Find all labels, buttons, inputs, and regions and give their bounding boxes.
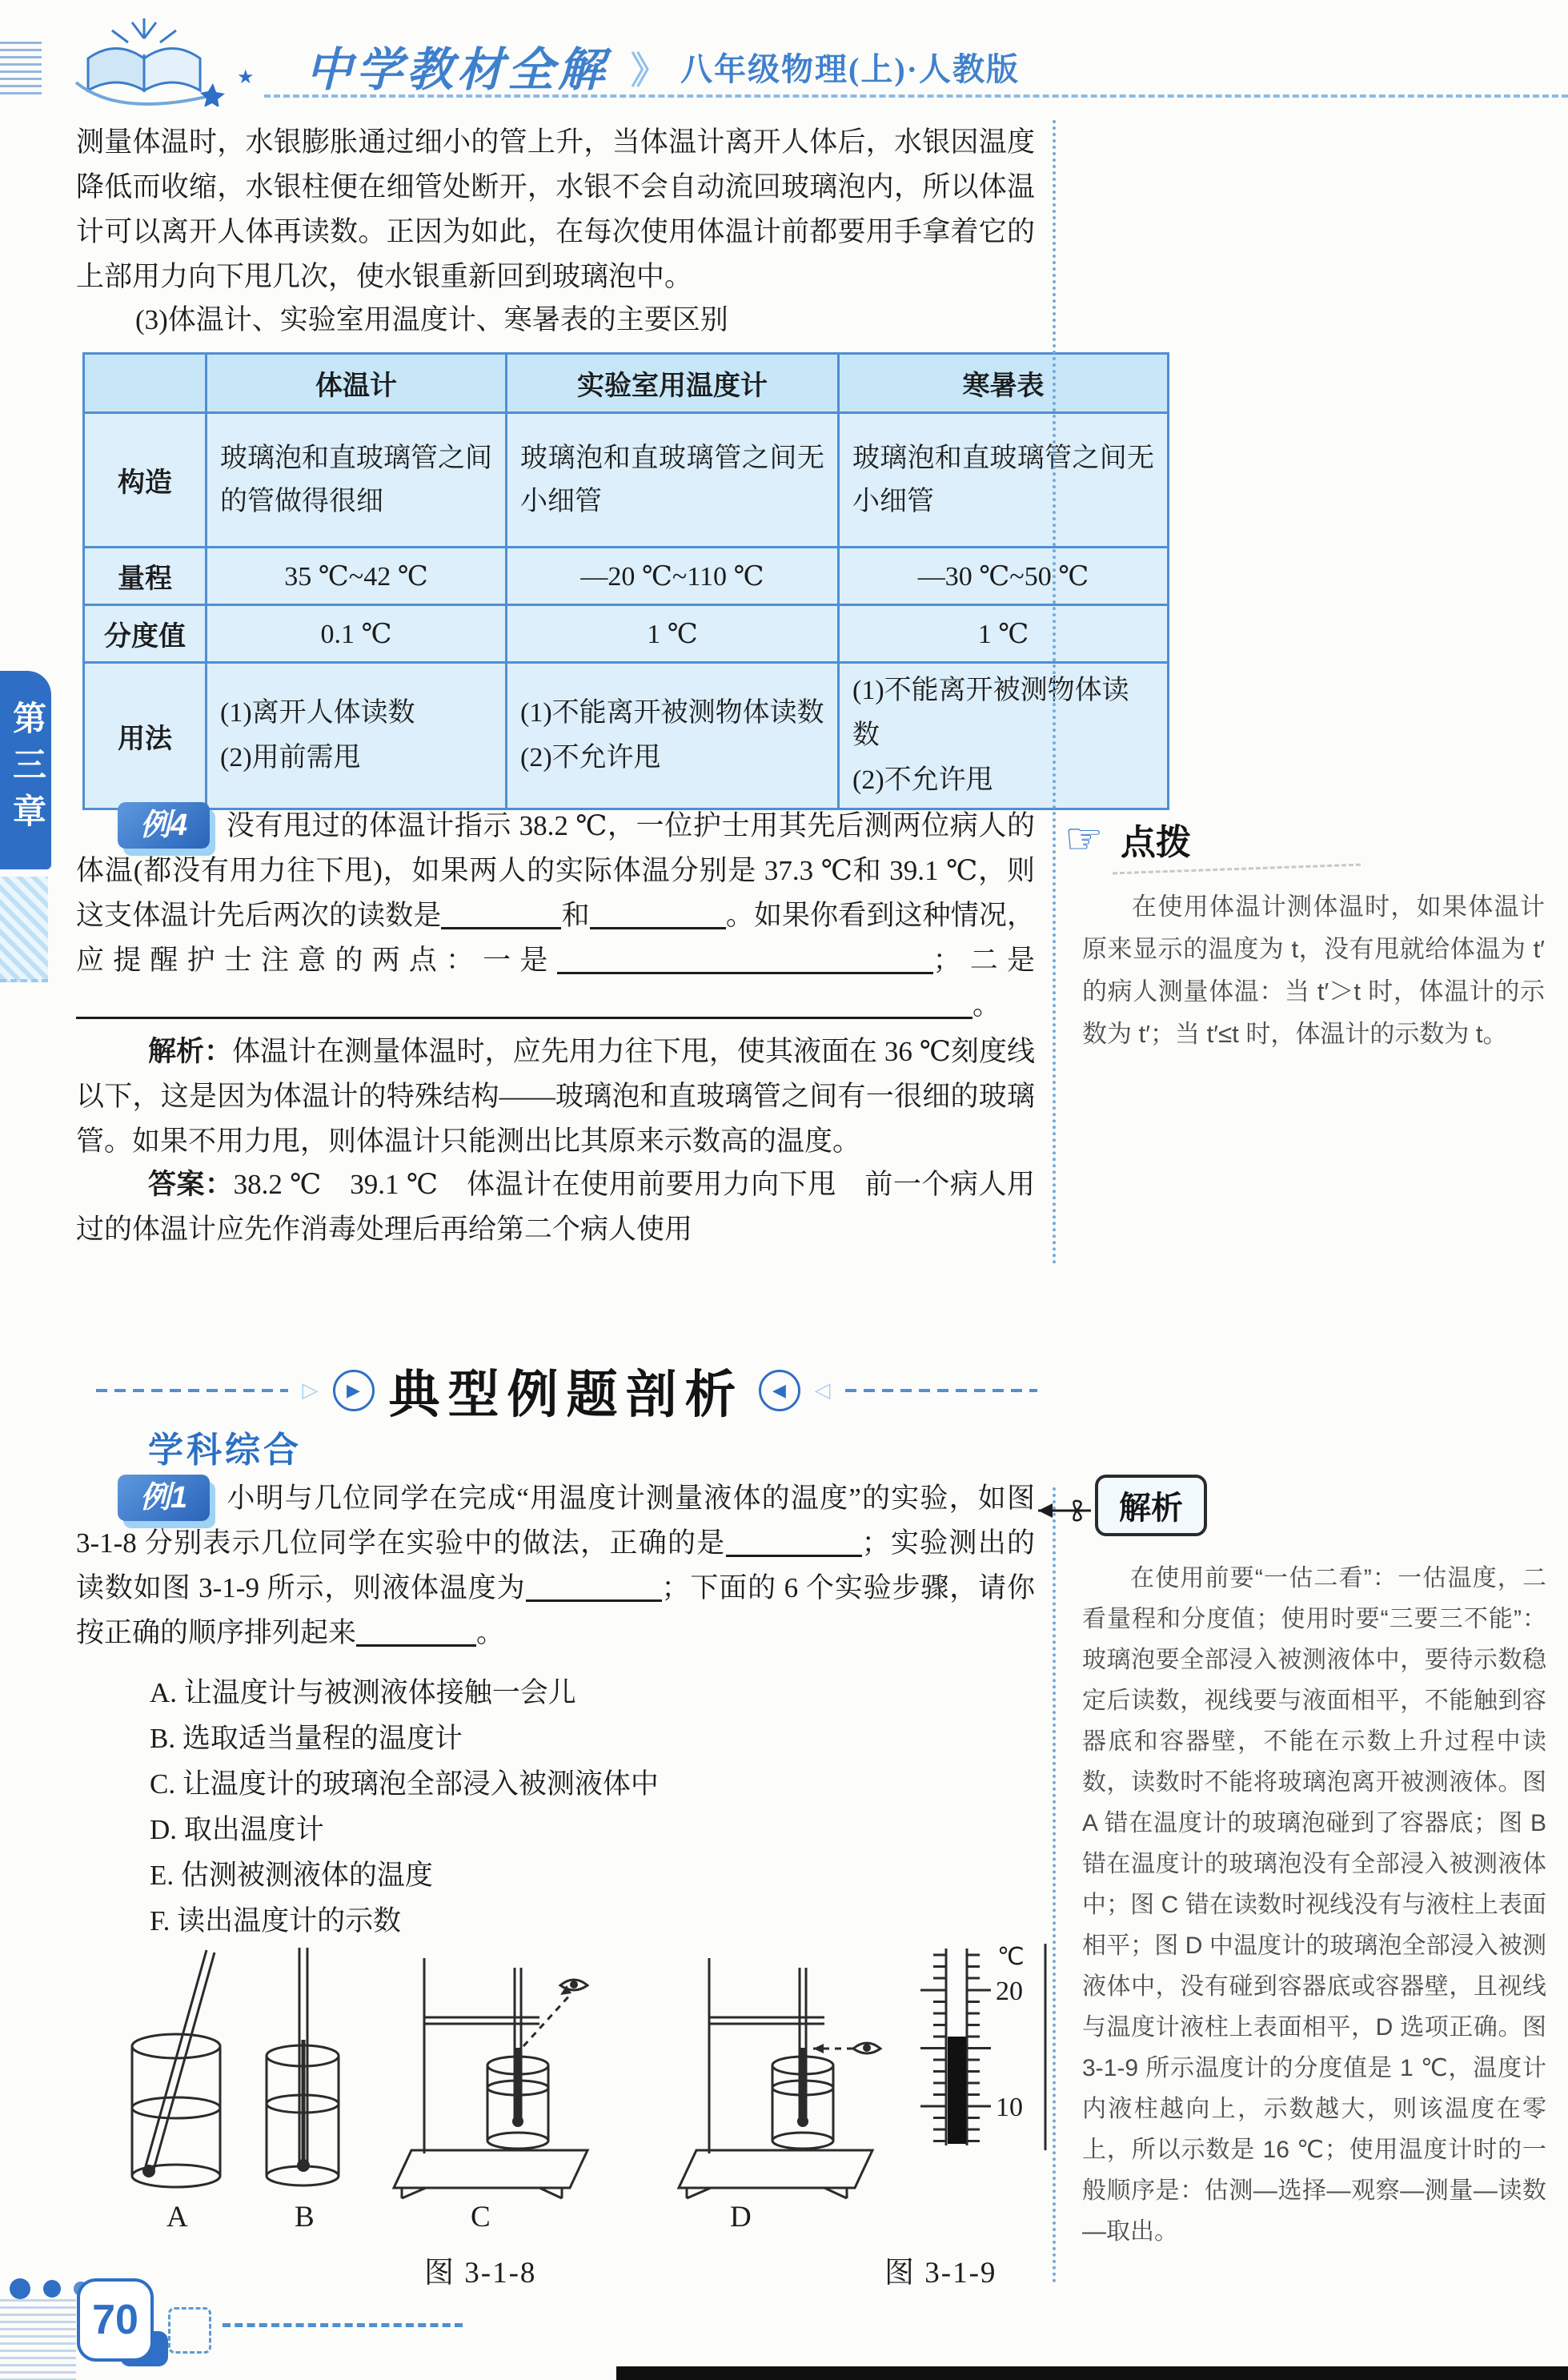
jiexi-tag: 解析 [1095,1475,1207,1536]
example1-problem [76,1475,1035,1656]
analysis-text: 体温计在测量体温时，应先用力往下甩，使其液面在 36 ℃刻度线以下，这是因为体温计的特殊结构——玻璃泡和直玻璃管之间有一很细的玻璃管。如果不用力甩，则体温计只能测出比其原来示数高的温度。 [76,1036,1035,1157]
circled-arrow-left-icon: ◀ [759,1370,800,1411]
cell-fenduzhi-1: 0.1 ℃ [207,605,507,663]
example4-text-5: 是 [1006,945,1035,976]
header-divider [264,94,1568,98]
figure-c-stand-read-from-above [370,1944,610,2200]
cell-gouzao-3: 玻璃泡和直玻璃管之间无小细管 [839,413,1169,548]
jiexi-sidebar-text: 在使用前要“一估二看”：一估温度，二看量程和分度值；使用时要“三要三不能”：玻璃泡要全部浸入被测液体中，要待示数稳定后读数，视线要与液面相平，不能触到容器底和容器壁，不能在示数上升过程中读数，读数时不能将玻璃泡离开被测液体。图 A 错在温度计的玻璃泡碰到了容器底；图 B 错在温度计的玻璃泡没有全部浸入被测液体中；图 C 错在读数时视线没有与液柱上表面相平；图 D 中温度计的玻璃泡全部浸入被测液体中，没有碰到容器底或容器壁，且视线与温度计液柱上表面相平，D 选项正确。图 3-1-9 所示温度计的分度值是 1 ℃，温度计内液柱越向上，示数越大，则该温度在零上，所以示数是 16 ℃；使用温度计时的一般顺序是：估测—选择—观察—测量—读数—取出。 [1082,1565,1546,2245]
table-header-shiyanshi: 实验室用温度计 [507,354,839,413]
table-header-tiwenji: 体温计 [207,354,507,413]
chevron-left-faded-icon: ◁ [814,1379,831,1402]
example4-blank-4 [76,989,972,1019]
example4-blank-1 [441,900,561,929]
example4-text-2: 和 [561,900,590,931]
cell-liangcheng-3: —30 ℃~50 ℃ [839,548,1169,605]
thermo-unit-label: ℃ [997,1944,1025,1970]
row-label-liangcheng: 量程 [84,548,207,605]
thermometer-comparison-table [82,352,1169,810]
example4-blank-2 [590,900,726,929]
example4-text-6: 。 [972,989,1001,1021]
cell-yongfa-3-line2: (2)不允许甩 [852,765,993,795]
cell-yongfa-2-line2: (2)不允许甩 [520,743,661,773]
chevron-right-faded-icon: ▷ [302,1379,319,1402]
analysis-label: 解析： [148,1036,233,1067]
example4-badge: 例4 [118,802,210,849]
cell-yongfa-3-line1: (1)不能离开被测物体读数 [852,676,1129,750]
cell-fenduzhi-3: 1 ℃ [839,605,1169,663]
header-hatch-decoration [0,42,42,94]
figure-thermometer-scale [896,1944,1065,2192]
page-number: 70 [77,2278,154,2362]
brand-logo-book-icon [56,14,236,106]
circled-arrow-right-icon: ▶ [333,1370,375,1411]
section-line-left [96,1389,288,1392]
thermo-20-label: 20 [996,1977,1023,2006]
example1-blank-3 [356,1617,476,1647]
example4-text-1: 没有甩过的体温计指示 38.2 ℃，一位护士用其先后测两位病人的体温(都没有用力往下甩)，如果两人的实际体温分别是 37.3 ℃和 39.1 ℃，则这支体温计先后两次的读数是 [76,810,1035,931]
row-label-fenduzhi: 分度值 [84,605,207,663]
example1-blank-2 [526,1572,662,1602]
section-title-row [76,1355,1057,1427]
option-a: A. 让温度计与被测液体接触一会儿 [150,1677,576,1708]
figure-label-b: B [295,2201,315,2234]
figure-a-beaker-tilted-thermometer [118,1944,239,2200]
option-b: B. 选取适当量程的温度计 [150,1723,463,1754]
brand-title: 中学教材全解 [306,44,609,96]
answer-label: 答案： [148,1169,234,1200]
footer-dashed-line [223,2323,463,2327]
figure-caption-318: 图 3-1-8 [424,2257,537,2290]
figure-label-d: D [730,2201,752,2234]
figure-b-beaker-vertical-thermometer [255,1944,351,2200]
table-corner-cell [84,354,207,413]
figure-d-stand-read-at-level [655,1944,895,2200]
cell-liangcheng-2: —20 ℃~110 ℃ [507,548,839,605]
row-label-gouzao: 构造 [84,413,207,548]
footer-hatch-decoration [0,2299,76,2380]
example1-options [150,1670,1030,1944]
table-intro-line: (3)体温计、实验室用温度计、寒暑表的主要区别 [135,304,728,335]
example1-text-2: ；实验测出的读数如图 3-1-9 所示，则液体温度为 [76,1527,1035,1603]
cell-yongfa-3 [839,663,1169,809]
cell-yongfa-1-line1: (1)离开人体读数 [220,698,415,728]
table-header-hanshubiao: 寒暑表 [839,354,1169,413]
scan-edge-bar [616,2366,1568,2380]
section-line-right [845,1389,1037,1392]
brand-separator-icon: 》 [631,50,668,91]
figure-caption-319: 图 3-1-9 [884,2257,997,2290]
example1-blank-1 [726,1527,862,1557]
chapter-tab: 第三章 [0,671,51,869]
intro-paragraph: 测量体温时，水银膨胀通过细小的管上升，当体温计离开人体后，水银因温度降低而收缩，水银柱便在细管处断开，水银不会自动流回玻璃泡内，所以体温计可以离开人体再读数。正因为如此，在每次使用体温计前都要用手拿着它的上部用力向下甩几次，使水银重新回到玻璃泡中。 [76,126,1035,292]
figure-label-a: A [166,2201,188,2234]
option-e: E. 估测被测液体的温度 [150,1860,433,1891]
example4-text-3: 。如果你看到这种情况，应提醒护士注意的两点：一是 [76,900,1035,976]
cell-fenduzhi-2: 1 ℃ [507,605,839,663]
cell-yongfa-2-line1: (1)不能离开被测物体读数 [520,698,824,728]
edition-title: 八年级物理(上)·人教版 [680,51,1020,87]
cell-liangcheng-1: 35 ℃~42 ℃ [207,548,507,605]
option-c: C. 让温度计的玻璃泡全部浸入被测液体中 [150,1768,659,1800]
example1-badge: 例1 [118,1475,210,1521]
example1-text-3: ；下面的 6 个实验步骤，请你按正确的顺序排列起来 [76,1572,1035,1648]
footer-dot-2 [43,2280,61,2298]
callout-arrow-icon [1021,1491,1101,1531]
subject-label: 学科综合 [148,1431,302,1470]
footer-dashed-square [168,2307,211,2354]
cell-gouzao-2: 玻璃泡和直玻璃管之间无小细管 [507,413,839,548]
footer-dot-1 [10,2278,30,2299]
dianbo-underline-decoration [1113,864,1361,875]
dianbo-title: 点拨 [1121,823,1191,862]
example4-problem [76,802,1035,1028]
example4-text-4: ；二 [932,945,1007,976]
star-icon: ★ [237,67,255,88]
option-f: F. 读出温度计的示数 [150,1905,402,1937]
cell-yongfa-1 [207,663,507,809]
cell-yongfa-2 [507,663,839,809]
option-d: D. 取出温度计 [150,1814,324,1845]
figure-label-c: C [471,2201,491,2234]
pointing-hand-icon: ☞ [1065,815,1104,863]
cell-gouzao-1: 玻璃泡和直玻璃管之间的管做得很细 [207,413,507,548]
example1-text-4: 。 [476,1617,505,1648]
column-divider-bottom [1053,1487,1056,2283]
thermo-10-label: 10 [996,2093,1023,2122]
dianbo-text: 在使用体温计测体温时，如果体温计原来显示的温度为 t，没有甩就给体温为 t′的病人测量体温：当 t′＞t 时，体温计的示数为 t′；当 t′≤t 时，体温计的示数为 t。 [1082,893,1545,1048]
cell-yongfa-1-line2: (2)用前需甩 [220,743,361,773]
column-divider-top [1053,120,1056,1265]
example4-analysis [76,1029,1035,1164]
example4-blank-3 [557,945,933,974]
example1-text-1: 小明与几位同学在完成“用温度计测量液体的温度”的实验，如图 3-1-8 分别表示几位同学在实验中的做法，正确的是 [76,1483,1035,1559]
row-label-yongfa: 用法 [84,663,207,809]
example4-answer [76,1162,1035,1252]
answer-text: 38.2 ℃ 39.1 ℃ 体温计在使用前要用力向下甩 前一个病人用过的体温计应先作消毒处理后再给第二个病人使用 [76,1169,1035,1245]
section-title: 典型例题剖析 [388,1366,744,1423]
chapter-tab-hatch [0,877,48,982]
